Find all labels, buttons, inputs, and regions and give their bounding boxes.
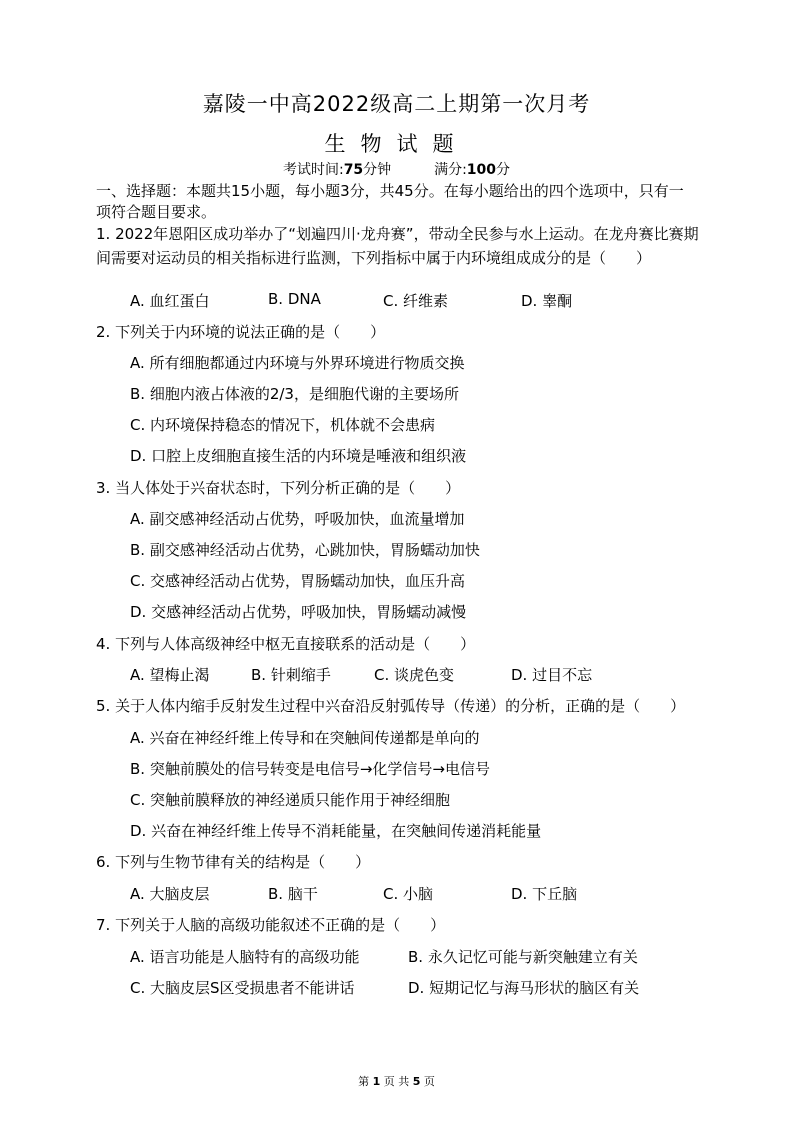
exam-meta bbox=[0, 159, 793, 179]
q7-option-c: C. 大脑皮层S区受损患者不能讲话 bbox=[130, 979, 355, 997]
q7-option-a: A. 语言功能是人脑特有的高级功能 bbox=[130, 948, 360, 966]
q6-option-b: B. 脑干 bbox=[268, 885, 318, 903]
footer-suffix: 页 bbox=[423, 1075, 435, 1088]
q3-option-a: A. 副交感神经活动占优势，呼吸加快，血流量增加 bbox=[130, 510, 465, 528]
q5-option-a: A. 兴奋在神经纤维上传导和在突触间传递都是单向的 bbox=[130, 729, 480, 747]
question-7-stem: 7. 下列关于人脑的高级功能叙述不正确的是（ ） bbox=[96, 916, 446, 934]
q3-option-c: C. 交感神经活动占优势，胃肠蠕动加快，血压升高 bbox=[130, 572, 466, 590]
question-4-stem: 4. 下列与人体高级神经中枢无直接联系的活动是（ ） bbox=[96, 635, 476, 653]
question-3-stem: 3. 当人体处于兴奋状态时，下列分析正确的是（ ） bbox=[96, 479, 461, 497]
time-label: 考试时间: bbox=[282, 162, 344, 178]
q3-option-d: D. 交感神经活动占优势，呼吸加快，胃肠蠕动减慢 bbox=[130, 603, 467, 621]
time-value: 75 bbox=[343, 162, 364, 178]
q4-option-a: A. 望梅止渴 bbox=[130, 666, 210, 684]
q1-option-b: B. DNA bbox=[268, 290, 321, 308]
q5-option-b: B. 突触前膜处的信号转变是电信号→化学信号→电信号 bbox=[130, 760, 490, 778]
question-1-stem: 1. 2022年恩阳区成功举办了“划遍四川·龙舟赛”，带动全民参与水上运动。在龙舟赛比赛期间需要对运动员的相关指标进行监测，下列指标中属于内环境组成成分的是（ ） bbox=[96, 225, 699, 267]
q2-option-b: B. 细胞内液占体液的2/3，是细胞代谢的主要场所 bbox=[130, 385, 459, 403]
question-5-stem: 5. 关于人体内缩手反射发生过程中兴奋沿反射弧传导（传递）的分析，正确的是（ ） bbox=[96, 697, 686, 715]
q2-option-a: A. 所有细胞都通过内环境与外界环境进行物质交换 bbox=[130, 354, 465, 372]
score-unit: 分 bbox=[496, 162, 511, 178]
subject-title: 生物试题 bbox=[324, 132, 469, 156]
q4-option-b: B. 针刺缩手 bbox=[251, 666, 331, 684]
q4-option-d: D. 过目不忘 bbox=[511, 666, 593, 684]
q6-option-a: A. 大脑皮层 bbox=[130, 885, 210, 903]
q1-option-a: A. 血红蛋白 bbox=[130, 292, 210, 310]
section-instructions: 一、选择题：本题共15小题，每小题3分，共45分。在每小题给出的四个选项中，只有一项符合题目要求。 bbox=[96, 182, 684, 221]
footer-mid: 页 共 bbox=[383, 1075, 410, 1088]
q7-option-d: D. 短期记忆与海马形状的脑区有关 bbox=[408, 979, 640, 997]
q1-option-c: C. 纤维素 bbox=[383, 292, 449, 310]
q6-option-d: D. 下丘脑 bbox=[511, 885, 578, 903]
time-unit: 分钟 bbox=[363, 162, 392, 178]
q2-option-c: C. 内环境保持稳态的情况下，机体就不会患病 bbox=[130, 416, 436, 434]
q5-option-d: D. 兴奋在神经纤维上传导不消耗能量，在突触间传递消耗能量 bbox=[130, 822, 542, 840]
footer-page-num: 1 bbox=[372, 1075, 381, 1088]
q6-option-c: C. 小脑 bbox=[383, 885, 434, 903]
score-value: 100 bbox=[466, 162, 497, 178]
q7-option-b: B. 永久记忆可能与新突触建立有关 bbox=[408, 948, 638, 966]
q2-option-d: D. 口腔上皮细胞直接生活的内环境是唾液和组织液 bbox=[130, 447, 467, 465]
footer-page-total: 5 bbox=[412, 1075, 421, 1088]
q3-option-b: B. 副交感神经活动占优势，心跳加快，胃肠蠕动加快 bbox=[130, 541, 480, 559]
page-footer bbox=[0, 1073, 793, 1089]
q1-option-d: D. 睾酮 bbox=[521, 292, 573, 310]
q4-option-c: C. 谈虎色变 bbox=[374, 666, 455, 684]
score-label: 满分: bbox=[434, 162, 467, 178]
exam-title: 嘉陵一中高2022级高二上期第一次月考 bbox=[202, 92, 591, 116]
q5-option-c: C. 突触前膜释放的神经递质只能作用于神经细胞 bbox=[130, 791, 451, 809]
footer-prefix: 第 bbox=[358, 1075, 370, 1088]
question-2-stem: 2. 下列关于内环境的说法正确的是（ ） bbox=[96, 323, 386, 341]
question-6-stem: 6. 下列与生物节律有关的结构是（ ） bbox=[96, 853, 371, 871]
